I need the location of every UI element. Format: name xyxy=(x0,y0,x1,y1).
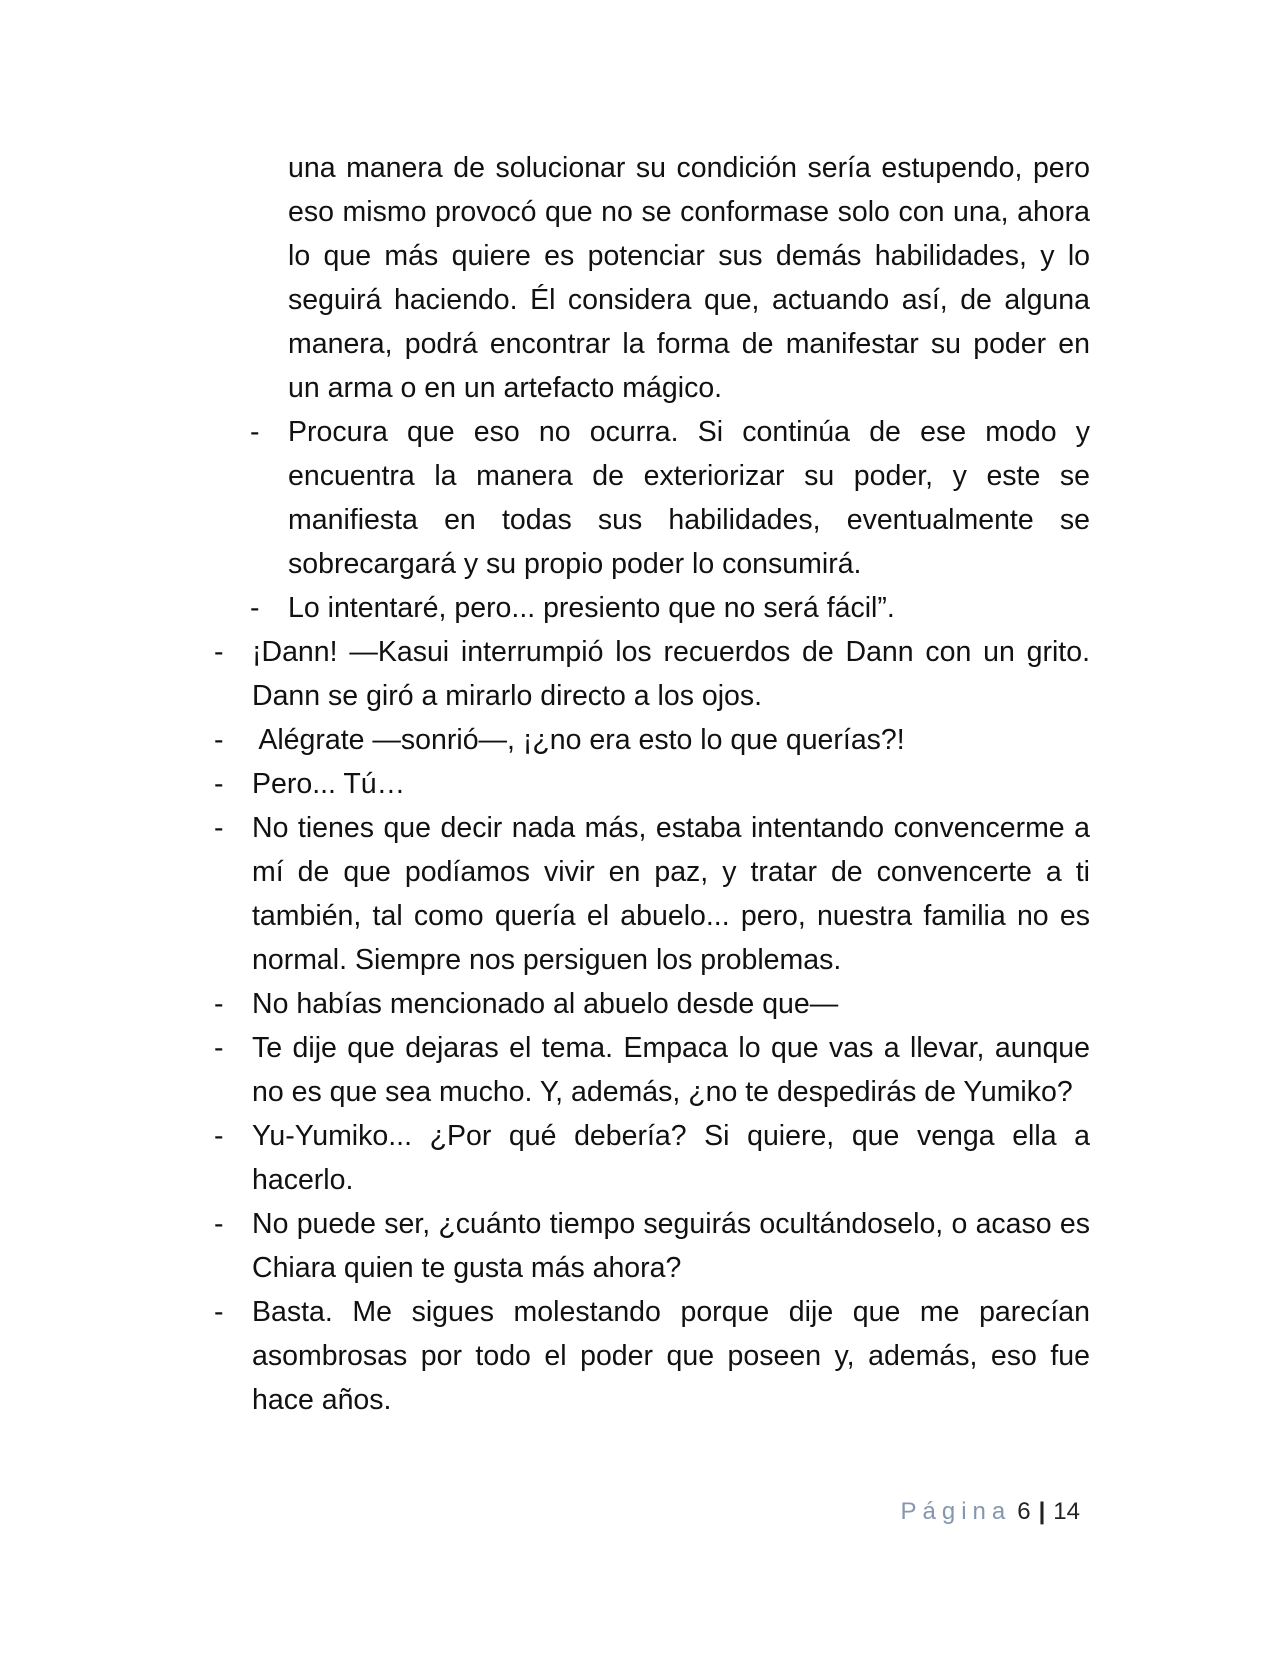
dialogue-dash: - xyxy=(214,1208,224,1240)
page-label: Página xyxy=(900,1498,1012,1525)
dialogue-line xyxy=(210,1026,1090,1114)
dialogue-line xyxy=(210,410,1090,586)
page-footer xyxy=(900,1498,1080,1526)
paragraph-text: Procura que eso no ocurra. Si continúa de ese modo y encuentra la manera de exteriorizar su poder, y este se manifiesta en todas sus habilidades, eventualmente se sobrecargará y su propio poder lo consumirá. xyxy=(288,416,1090,580)
dialogue-dash: - xyxy=(214,1296,224,1328)
dialogue-dash: - xyxy=(214,988,224,1020)
page-separator: | xyxy=(1038,1498,1046,1525)
dialogue-dash: - xyxy=(214,812,224,844)
page-total: 14 xyxy=(1053,1498,1080,1525)
paragraph-text: ¡Dann! —Kasui interrumpió los recuerdos de Dann con un grito. Dann se giró a mirarlo directo a los ojos. xyxy=(252,636,1090,712)
dialogue-line xyxy=(210,718,1090,762)
page-number: 6 xyxy=(1017,1498,1031,1525)
paragraph-text: Yu-Yumiko... ¿Por qué debería? Si quiere, que venga ella a hacerlo. xyxy=(252,1120,1090,1196)
dialogue-dash: - xyxy=(250,416,260,448)
paragraph-text: Alégrate —sonrió—, ¡¿no era esto lo que querías?! xyxy=(252,724,905,756)
dialogue-line xyxy=(210,630,1090,718)
dialogue-dash: - xyxy=(214,1120,224,1152)
dialogue-line xyxy=(210,1114,1090,1202)
paragraph-text: Te dije que dejaras el tema. Empaca lo que vas a llevar, aunque no es que sea mucho. Y, además, ¿no te despedirás de Yumiko? xyxy=(252,1032,1090,1108)
dialogue-line xyxy=(210,762,1090,806)
dialogue-dash: - xyxy=(214,636,224,668)
dialogue-dash: - xyxy=(214,1032,224,1064)
paragraph-text: una manera de solucionar su condición sería estupendo, pero eso mismo provocó que no se conformase solo con una, ahora lo que más quiere es potenciar sus demás habilidades, y lo seguirá haciendo. Él considera que, actuando así, de alguna manera, podrá encontrar la forma de manifestar su poder en un arma o en un artefacto mágico. xyxy=(288,152,1090,404)
paragraph-text: Pero... Tú… xyxy=(252,768,406,800)
paragraph-text: Basta. Me sigues molestando porque dije que me parecían asombrosas por todo el poder que poseen y, además, eso fue hace años. xyxy=(252,1296,1090,1416)
paragraph-text: No puede ser, ¿cuánto tiempo seguirás ocultándoselo, o acaso es Chiara quien te gusta más ahora? xyxy=(252,1208,1090,1284)
dialogue-line xyxy=(210,982,1090,1026)
dialogue-line xyxy=(210,1290,1090,1422)
paragraph-text: No habías mencionado al abuelo desde que— xyxy=(252,988,839,1020)
paragraph-continuation xyxy=(210,146,1090,410)
paragraph-text: Lo intentaré, pero... presiento que no será fácil”. xyxy=(288,592,895,624)
dialogue-dash: - xyxy=(214,724,224,756)
dialogue-line xyxy=(210,586,1090,630)
dialogue-line xyxy=(210,1202,1090,1290)
body-text xyxy=(210,146,1090,1422)
paragraph-text: No tienes que decir nada más, estaba intentando convencerme a mí de que podíamos vivir en paz, y tratar de convencerte a ti también, tal como quería el abuelo... pero, nuestra familia no es normal. Siempre nos persiguen los problemas. xyxy=(252,812,1090,976)
dialogue-line xyxy=(210,806,1090,982)
dialogue-dash: - xyxy=(214,768,224,800)
dialogue-dash: - xyxy=(250,592,260,624)
